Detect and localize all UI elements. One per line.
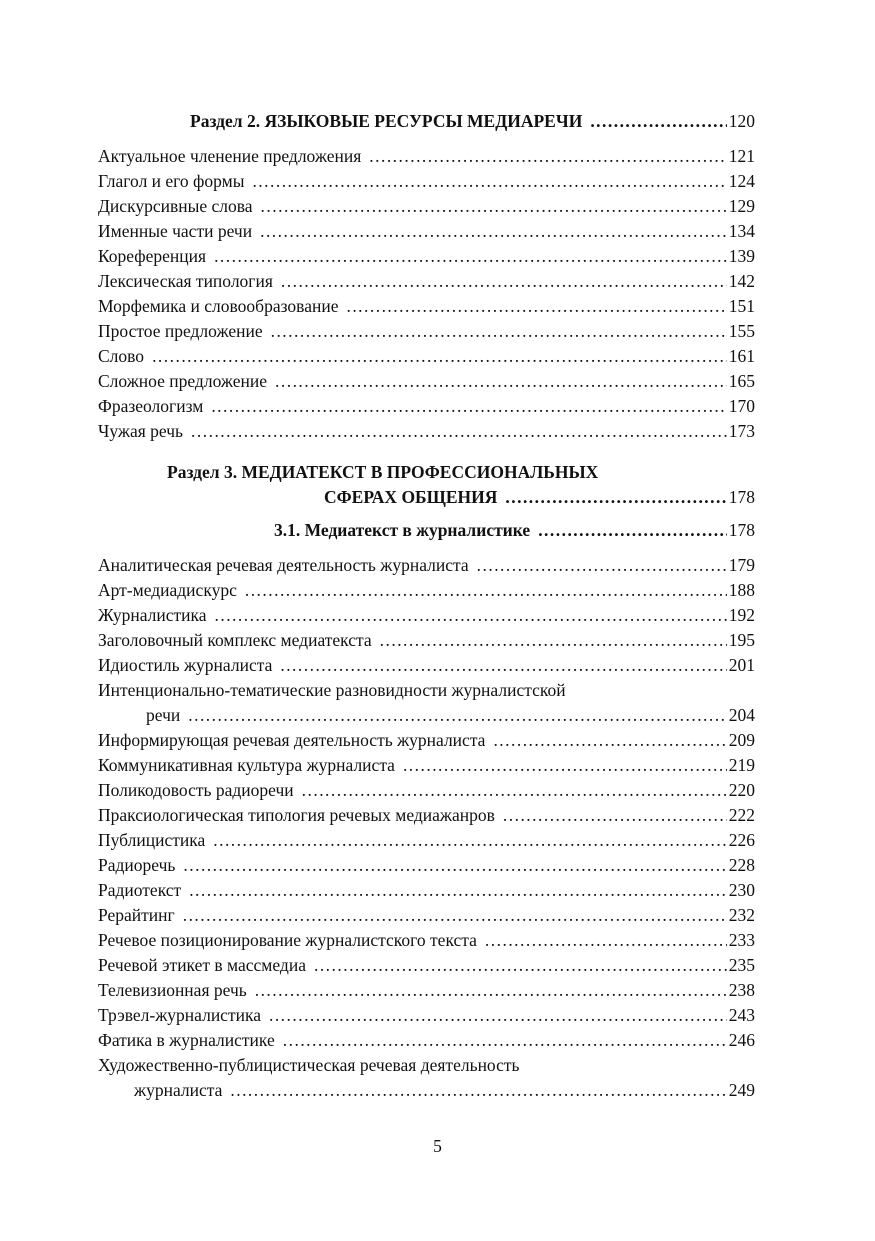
toc-entry xyxy=(98,294,755,319)
section-3-list-b xyxy=(98,728,755,1053)
section-3-title-1: Раздел 3. МЕДИАТЕКСТ В ПРОФЕССИОНАЛЬНЫХ xyxy=(167,462,599,482)
dot-leader xyxy=(590,109,726,134)
toc-entry xyxy=(98,853,755,878)
toc-entry-label: Праксиологическая типология речевых медиажанров xyxy=(98,805,495,825)
toc-entry xyxy=(98,928,755,953)
toc-entry-page: 249 xyxy=(728,1080,755,1100)
section-3-page: 178 xyxy=(728,487,755,507)
toc-entry-page: 192 xyxy=(728,605,755,625)
dot-leader xyxy=(271,319,727,344)
dot-leader xyxy=(283,1028,727,1053)
table-of-contents xyxy=(98,109,755,1103)
toc-entry xyxy=(98,828,755,853)
dot-leader xyxy=(477,553,727,578)
dot-leader xyxy=(485,928,727,953)
toc-entry-label: Фатика в журналистике xyxy=(98,1030,275,1050)
toc-entry xyxy=(98,753,755,778)
section-3-heading xyxy=(98,485,755,510)
subsection-3-1-page: 178 xyxy=(728,520,755,540)
dot-leader xyxy=(403,753,727,778)
toc-entry-label-cont: речи xyxy=(146,705,181,725)
toc-entry-page: 204 xyxy=(728,705,755,725)
toc-entry-page: 226 xyxy=(728,830,755,850)
toc-entry-page: 232 xyxy=(728,905,755,925)
toc-entry-page: 219 xyxy=(728,755,755,775)
dot-leader xyxy=(302,778,727,803)
dot-leader xyxy=(213,828,727,853)
dot-leader xyxy=(183,903,727,928)
toc-entry-label: Радиоречь xyxy=(98,855,176,875)
toc-entry xyxy=(98,144,755,169)
toc-entry xyxy=(98,394,755,419)
toc-entry xyxy=(98,978,755,1003)
toc-entry xyxy=(98,269,755,294)
toc-entry-label: Интенционально-тематические разновидности журналистской xyxy=(98,680,566,700)
toc-entry-page: 238 xyxy=(728,980,755,1000)
dot-leader xyxy=(269,1003,727,1028)
toc-entry-label: Публицистика xyxy=(98,830,206,850)
toc-entry-page: 243 xyxy=(728,1005,755,1025)
toc-entry xyxy=(98,728,755,753)
toc-entry-page: 155 xyxy=(728,321,755,341)
toc-entry-wrapped xyxy=(98,703,755,728)
toc-entry xyxy=(98,778,755,803)
toc-entry-page: 170 xyxy=(728,396,755,416)
dot-leader xyxy=(280,653,726,678)
toc-entry-page: 161 xyxy=(728,346,755,366)
toc-entry-label: Глагол и его формы xyxy=(98,171,245,191)
toc-entry-page: 230 xyxy=(728,880,755,900)
toc-entry-page: 124 xyxy=(728,171,755,191)
toc-entry xyxy=(98,603,755,628)
toc-entry-label: Заголовочный комплекс медиатекста xyxy=(98,630,372,650)
toc-entry xyxy=(98,578,755,603)
section-3-list-a xyxy=(98,553,755,678)
toc-entry-label: Слово xyxy=(98,346,145,366)
toc-entry xyxy=(98,553,755,578)
toc-entry-page: 209 xyxy=(728,730,755,750)
toc-entry-label: Морфемика и словообразование xyxy=(98,296,339,316)
toc-entry xyxy=(98,169,755,194)
dot-leader xyxy=(260,219,727,244)
toc-entry-label-cont: журналиста xyxy=(134,1080,223,1100)
toc-entry-label: Сложное предложение xyxy=(98,371,268,391)
toc-entry-page: 188 xyxy=(728,580,755,600)
dot-leader xyxy=(230,1078,726,1103)
toc-entry-label: Трэвел-журналистика xyxy=(98,1005,261,1025)
dot-leader xyxy=(211,394,726,419)
toc-entry-label: Рерайтинг xyxy=(98,905,175,925)
toc-entry-label: Лексическая типология xyxy=(98,271,273,291)
toc-entry-page: 173 xyxy=(728,421,755,441)
toc-entry xyxy=(98,628,755,653)
toc-entry-label: Дискурсивные слова xyxy=(98,196,253,216)
toc-entry-label: Речевой этикет в массмедиа xyxy=(98,955,306,975)
toc-entry-page: 233 xyxy=(728,930,755,950)
toc-entry-label: Именные части речи xyxy=(98,221,253,241)
dot-leader xyxy=(255,978,727,1003)
toc-entry xyxy=(98,419,755,444)
dot-leader xyxy=(346,294,726,319)
toc-entry-page: 195 xyxy=(728,630,755,650)
toc-entry xyxy=(98,878,755,903)
toc-entry-label: Журналистика xyxy=(98,605,207,625)
toc-entry-label: Идиостиль журналиста xyxy=(98,655,273,675)
toc-entry xyxy=(98,653,755,678)
dot-leader xyxy=(189,878,727,903)
toc-entry-page: 151 xyxy=(728,296,755,316)
toc-entry-page: 220 xyxy=(728,780,755,800)
toc-entry-page: 121 xyxy=(728,146,755,166)
toc-entry-page: 179 xyxy=(728,555,755,575)
toc-entry xyxy=(98,344,755,369)
dot-leader xyxy=(215,603,727,628)
dot-leader xyxy=(252,169,726,194)
toc-entry xyxy=(98,803,755,828)
dot-leader xyxy=(245,578,727,603)
toc-entry-wrapped xyxy=(98,1078,755,1103)
section-2-heading xyxy=(98,109,755,134)
toc-entry-label: Информирующая речевая деятельность журналиста xyxy=(98,730,486,750)
dot-leader xyxy=(152,344,727,369)
toc-entry-label: Радиотекст xyxy=(98,880,182,900)
toc-entry-label: Аналитическая речевая деятельность журналиста xyxy=(98,555,469,575)
toc-entry-page: 222 xyxy=(728,805,755,825)
toc-entry-page: 142 xyxy=(728,271,755,291)
toc-entry xyxy=(98,953,755,978)
toc-entry-label: Коммуникативная культура журналиста xyxy=(98,755,395,775)
toc-entry xyxy=(98,1003,755,1028)
dot-leader xyxy=(188,703,727,728)
toc-entry-wrapped-line1 xyxy=(98,1053,755,1078)
subsection-3-1-title: 3.1. Медиатекст в журналистике xyxy=(274,520,531,540)
toc-entry xyxy=(98,219,755,244)
toc-entry xyxy=(98,194,755,219)
section-2-title: Раздел 2. ЯЗЫКОВЫЕ РЕСУРСЫ МЕДИАРЕЧИ xyxy=(190,111,583,131)
toc-entry-page: 235 xyxy=(728,955,755,975)
toc-entry xyxy=(98,319,755,344)
dot-leader xyxy=(369,144,726,169)
dot-leader xyxy=(538,518,727,543)
section-3-title-2: СФЕРАХ ОБЩЕНИЯ xyxy=(324,487,498,507)
toc-entry-label: Фразеологизм xyxy=(98,396,204,416)
toc-entry-label: Художественно-публицистическая речевая деятельность xyxy=(98,1055,520,1075)
dot-leader xyxy=(314,953,727,978)
toc-entry-page: 246 xyxy=(728,1030,755,1050)
section-2-page: 120 xyxy=(728,111,755,131)
toc-entry-label: Поликодовость радиоречи xyxy=(98,780,294,800)
section-3-title-line1 xyxy=(98,460,755,485)
dot-leader xyxy=(505,485,726,510)
toc-entry-wrapped-line1 xyxy=(98,678,755,703)
page-number: 5 xyxy=(433,1136,442,1156)
dot-leader xyxy=(275,369,727,394)
dot-leader xyxy=(503,803,727,828)
toc-entry-label: Чужая речь xyxy=(98,421,184,441)
toc-entry xyxy=(98,244,755,269)
toc-entry xyxy=(98,369,755,394)
toc-entry xyxy=(98,1028,755,1053)
toc-entry-label: Речевое позиционирование журналистского текста xyxy=(98,930,477,950)
toc-entry-label: Простое предложение xyxy=(98,321,263,341)
toc-entry-label: Арт-медиадискурс xyxy=(98,580,237,600)
toc-entry-label: Кореференция xyxy=(98,246,207,266)
toc-entry-page: 139 xyxy=(728,246,755,266)
dot-leader xyxy=(191,419,727,444)
toc-entry-page: 129 xyxy=(728,196,755,216)
toc-entry-page: 201 xyxy=(728,655,755,675)
toc-entry-page: 228 xyxy=(728,855,755,875)
dot-leader xyxy=(493,728,726,753)
dot-leader xyxy=(261,194,727,219)
toc-entry-page: 165 xyxy=(728,371,755,391)
section-2-list xyxy=(98,144,755,444)
toc-entry xyxy=(98,903,755,928)
dot-leader xyxy=(183,853,726,878)
subsection-3-1-heading xyxy=(98,518,755,543)
dot-leader xyxy=(380,628,727,653)
toc-entry-page: 134 xyxy=(728,221,755,241)
dot-leader xyxy=(281,269,727,294)
toc-entry-label: Актуальное членение предложения xyxy=(98,146,362,166)
toc-entry-label: Телевизионная речь xyxy=(98,980,247,1000)
dot-leader xyxy=(214,244,727,269)
